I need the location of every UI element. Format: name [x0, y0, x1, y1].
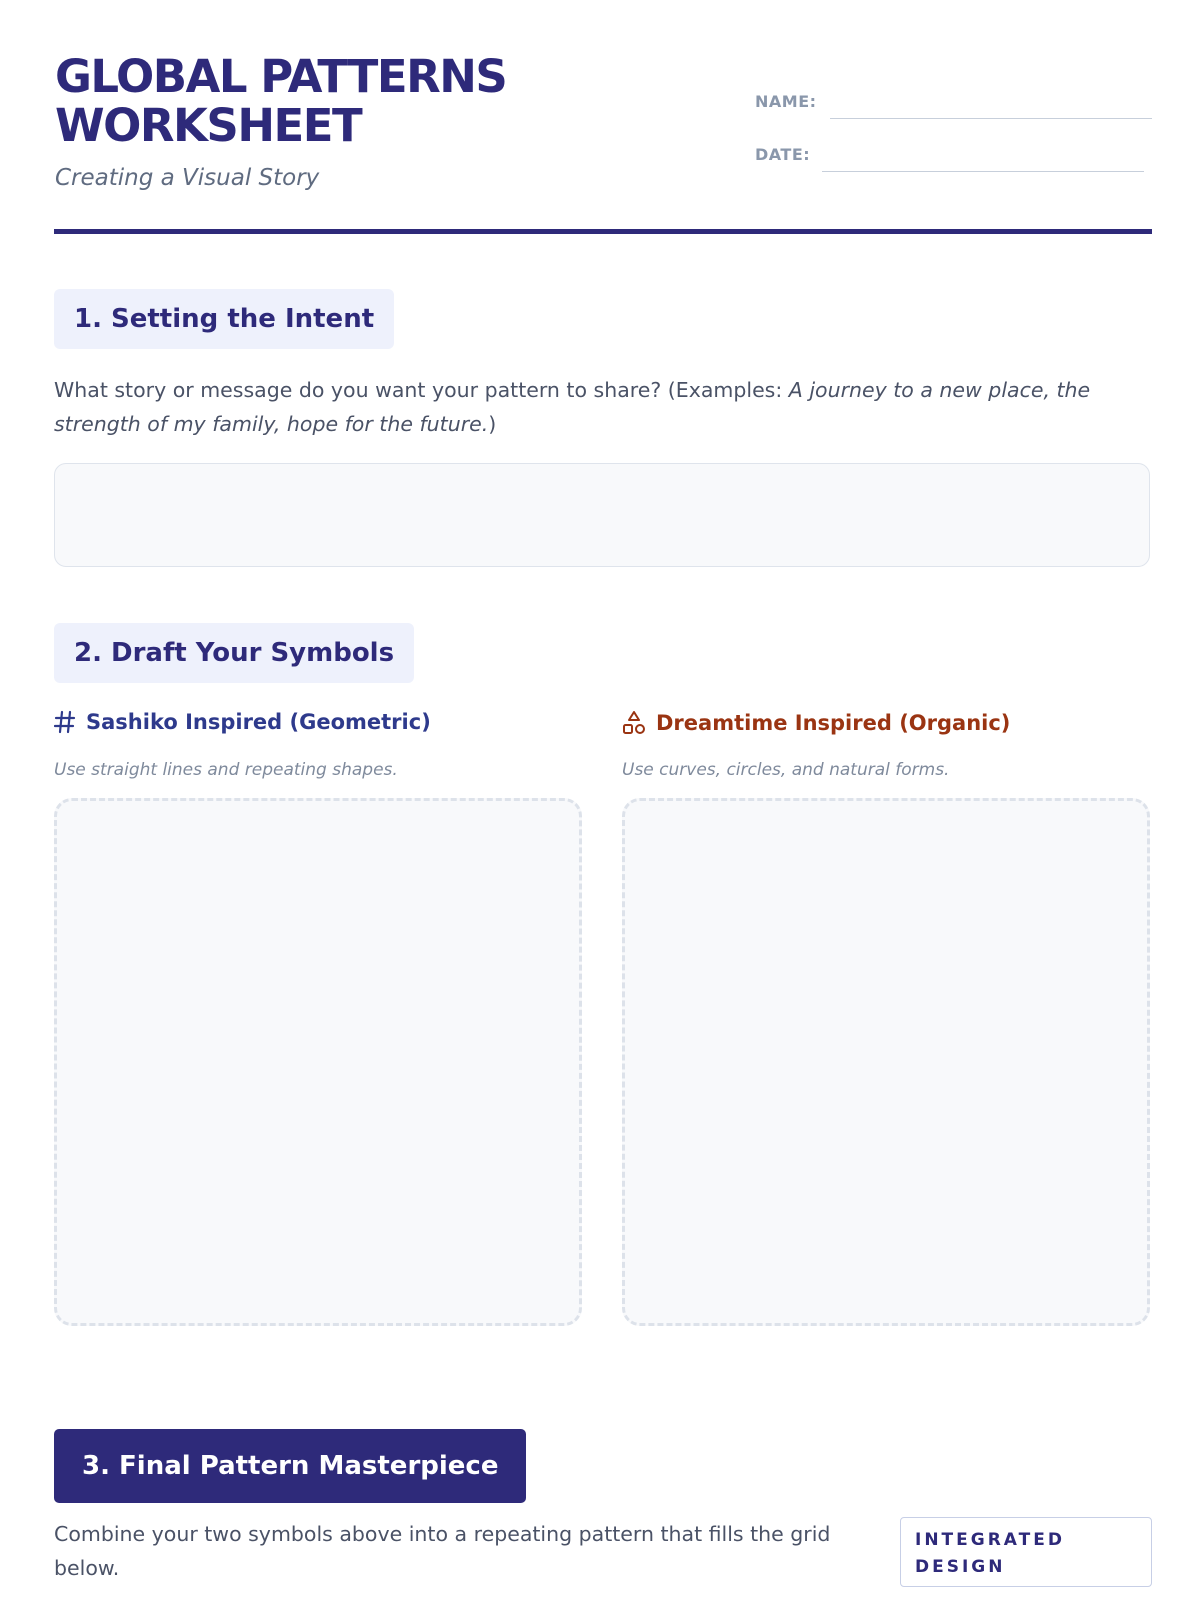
integrated-design-tag: INTEGRATED DESIGN — [900, 1517, 1152, 1587]
page-title — [55, 52, 506, 150]
header-divider — [54, 229, 1152, 234]
section-1-heading: 1. Setting the Intent — [54, 289, 394, 349]
date-field[interactable] — [822, 171, 1144, 172]
name-field[interactable] — [830, 118, 1152, 119]
name-label: NAME: — [755, 92, 817, 111]
title-line-1: GLOBAL PATTERNS — [55, 50, 507, 103]
date-label: DATE: — [755, 145, 811, 164]
sashiko-title: Sashiko Inspired (Geometric) — [86, 710, 431, 734]
intent-prompt-text: What story or message do you want your pattern to share? (Examples: — [54, 378, 789, 402]
dreamtime-note: Use curves, circles, and natural forms. — [622, 760, 950, 780]
sashiko-note: Use straight lines and repeating shapes. — [54, 760, 398, 780]
shapes-icon — [622, 710, 646, 736]
dreamtime-drawing-area[interactable] — [622, 798, 1150, 1326]
sashiko-drawing-area[interactable] — [54, 798, 582, 1326]
final-instructions: Combine your two symbols above into a repeating pattern that fills the grid below. — [54, 1522, 831, 1580]
intent-answer-box[interactable] — [54, 463, 1150, 567]
hash-icon — [54, 710, 76, 734]
dreamtime-title: Dreamtime Inspired (Organic) — [656, 711, 1011, 735]
sashiko-heading — [54, 710, 431, 734]
title-line-2: WORKSHEET — [55, 99, 362, 152]
intent-prompt-close: ) — [488, 412, 497, 436]
section-3-heading: 3. Final Pattern Masterpiece — [54, 1429, 526, 1503]
intent-prompt-examples: A journey to a new place, the strength of my family, hope for the future. — [54, 378, 1091, 436]
dreamtime-heading — [622, 710, 1010, 736]
section-2-heading: 2. Draft Your Symbols — [54, 623, 414, 683]
intent-prompt — [54, 373, 1144, 441]
page-subtitle: Creating a Visual Story — [55, 165, 320, 191]
